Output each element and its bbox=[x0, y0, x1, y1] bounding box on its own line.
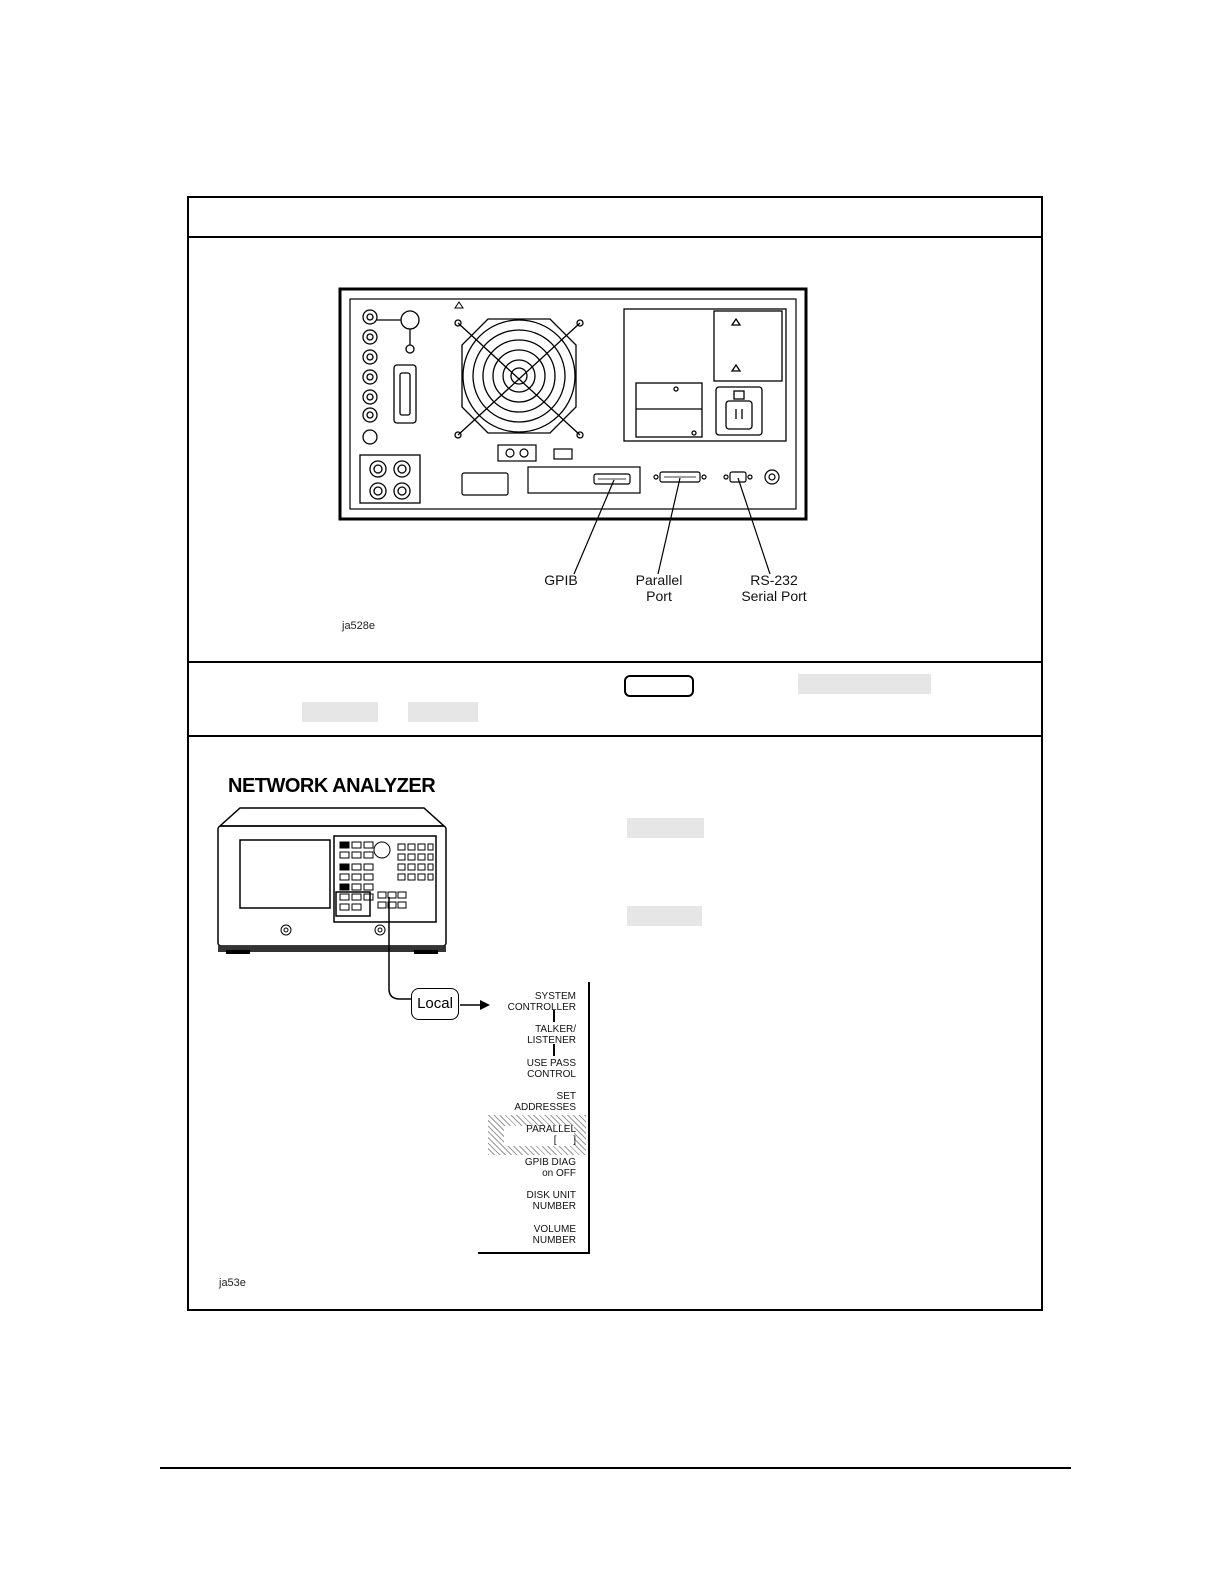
menu-item-talker-listener bbox=[466, 1024, 576, 1046]
figure-code-1: ja528e bbox=[342, 620, 376, 632]
menu-item-disk-unit-number bbox=[466, 1190, 576, 1212]
rs232-port-label-line2: Serial Port bbox=[741, 588, 807, 604]
menu-item-line: LISTENER bbox=[527, 1035, 576, 1046]
menu-item-parallel bbox=[466, 1124, 576, 1146]
parallel-port-label-line2: Port bbox=[646, 588, 672, 604]
menu-item-set-addresses bbox=[466, 1091, 576, 1113]
menu-item-line: SYSTEM bbox=[534, 991, 576, 1002]
menu-item-line: TALKER/ bbox=[535, 1024, 576, 1035]
network-analyzer-title: NETWORK ANALYZER bbox=[228, 775, 436, 797]
gpib-label: GPIB bbox=[544, 572, 578, 588]
menu-item-line: SET bbox=[556, 1091, 576, 1102]
local-softkey-menu bbox=[478, 982, 590, 1254]
table-row-divider-2 bbox=[189, 735, 1041, 737]
menu-item-line: USE PASS bbox=[526, 1058, 576, 1069]
softkey-highlight-3 bbox=[408, 702, 478, 722]
menu-item-use-pass-control bbox=[466, 1058, 576, 1080]
softkey-highlight-2 bbox=[302, 702, 378, 722]
menu-item-line: NUMBER bbox=[532, 1201, 576, 1212]
menu-item-line: CONTROL bbox=[527, 1069, 576, 1080]
menu-item-line: ADDRESSES bbox=[514, 1102, 576, 1113]
figure-code-2: ja53e bbox=[219, 1277, 246, 1289]
parallel-port-label-line1: Parallel bbox=[635, 572, 683, 588]
rear-panel-leader-lines bbox=[560, 470, 790, 580]
menu-item-line: GPIB DIAG bbox=[524, 1157, 576, 1168]
softkey-highlight-5 bbox=[627, 906, 702, 926]
menu-item-line: CONTROLLER bbox=[507, 1002, 576, 1013]
menu-item-gpib-diag bbox=[466, 1157, 576, 1179]
footer-rule bbox=[160, 1467, 1071, 1469]
menu-item-line: NUMBER bbox=[532, 1235, 576, 1246]
rs232-port-label bbox=[732, 572, 816, 604]
menu-item-line: PARALLEL bbox=[526, 1124, 576, 1135]
menu-item-line: on OFF bbox=[542, 1168, 576, 1179]
softkey-highlight-1 bbox=[798, 674, 931, 694]
table-row-divider-1 bbox=[189, 661, 1041, 663]
softkey-highlight-4 bbox=[627, 818, 704, 838]
menu-item-volume-number bbox=[466, 1224, 576, 1246]
menu-item-line: VOLUME bbox=[533, 1224, 576, 1235]
menu-item-system-controller bbox=[466, 991, 576, 1013]
hardkey-outline bbox=[624, 675, 694, 697]
menu-item-line: DISK UNIT bbox=[526, 1190, 576, 1201]
rs232-port-label-line1: RS-232 bbox=[750, 572, 798, 588]
parallel-port-label bbox=[626, 572, 692, 604]
local-key: Local bbox=[411, 988, 459, 1020]
table-header-divider bbox=[189, 236, 1041, 238]
menu-item-line: [ ] bbox=[553, 1135, 576, 1146]
